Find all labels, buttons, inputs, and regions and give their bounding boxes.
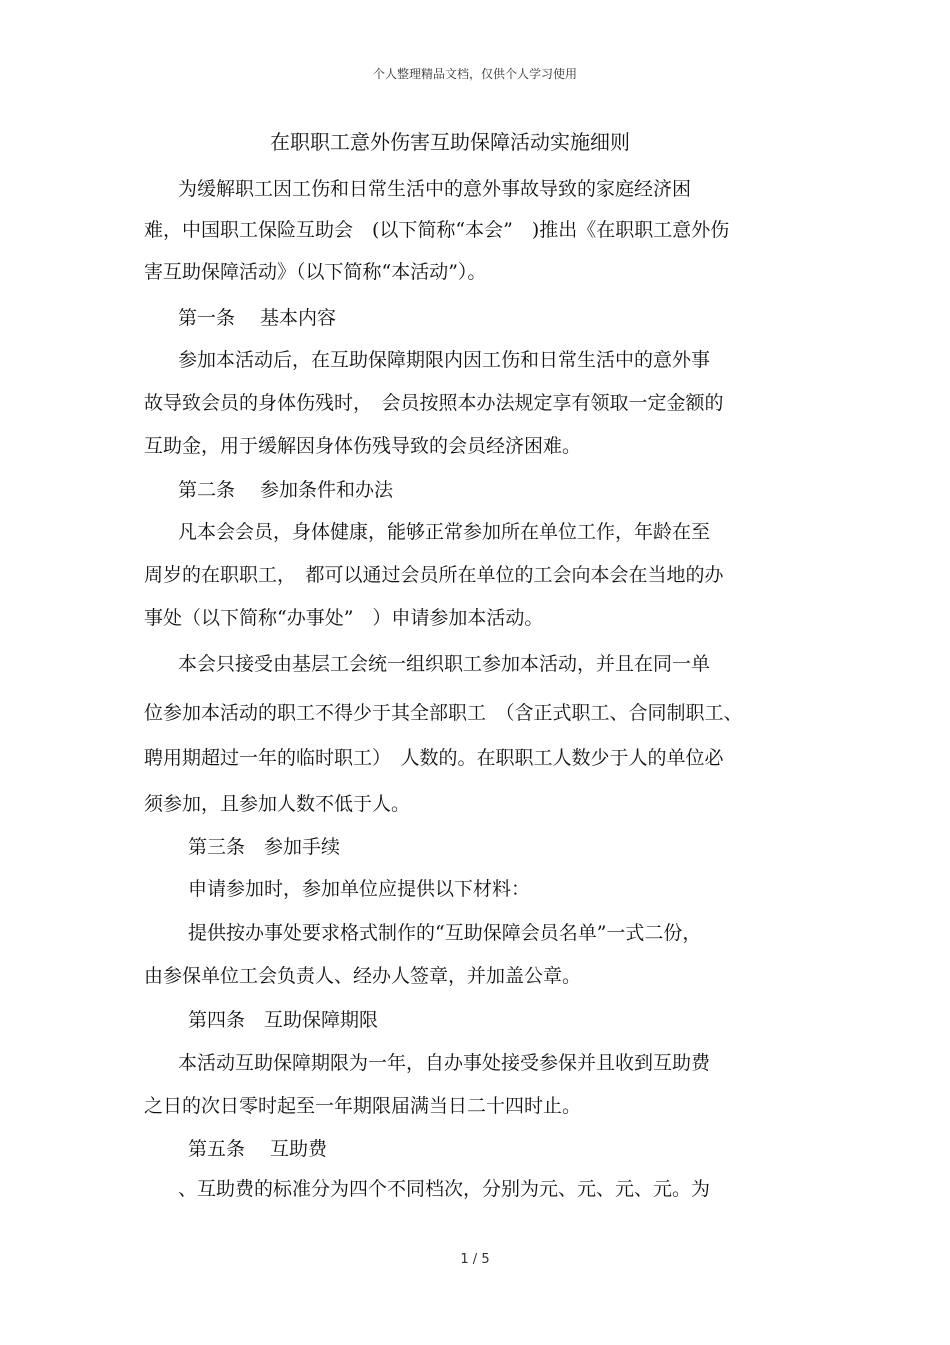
paragraph-line: 周岁的在职职工， 都可以通过会员所在单位的工会向本会在当地的办 xyxy=(144,564,724,586)
paragraph-line: 聘用期超过一年的临时职工） 人数的。在职职工人数少于人的单位必 xyxy=(144,747,724,769)
paragraph-line: 本活动互助保障期限为一年，自办事处接受参保并且收到互助费 xyxy=(178,1052,711,1074)
page-number: 1 / 5 xyxy=(460,1252,490,1267)
paragraph-line: 互助金，用于缓解因身体伤残导致的会员经济困难。 xyxy=(144,435,582,457)
paragraph-line: 为缓解职工因工伤和日常生活中的意外事故导致的家庭经济困 xyxy=(178,178,692,200)
article-heading-5: 第五条 互助费 xyxy=(188,1138,328,1160)
paragraph-line: 提供按办事处要求格式制作的“互助保障会员名单”一式二份， xyxy=(188,922,702,944)
paragraph-line: 凡本会会员，身体健康，能够正常参加所在单位工作，年龄在至 xyxy=(178,521,711,543)
paragraph-line: 参加本活动后，在互助保障期限内因工伤和日常生活中的意外事 xyxy=(178,349,711,371)
paragraph-line: 难，中国职工保险互助会 (以下简称“本会” )推出《在职职工意外伤 xyxy=(144,219,730,241)
paragraph-line: 须参加，且参加人数不低于人。 xyxy=(144,793,411,815)
paragraph-line: 申请参加时，参加单位应提供以下材料： xyxy=(188,878,531,900)
article-heading-2: 第二条 参加条件和办法 xyxy=(178,479,394,501)
paragraph-line: 本会只接受由基层工会统一组织职工参加本活动，并且在同一单 xyxy=(178,653,711,675)
paragraph-line: 之日的次日零时起至一年期限届满当日二十四时止。 xyxy=(144,1095,582,1117)
document-title: 在职职工意外伤害互助保障活动实施细则 xyxy=(270,130,630,154)
article-heading-3: 第三条 参加手续 xyxy=(188,836,341,858)
paragraph-line: 害互助保障活动》（以下简称“本活动”）。 xyxy=(144,261,487,283)
paragraph-line: 故导致会员的身体伤残时， 会员按照本办法规定享有领取一定金额的 xyxy=(144,392,724,414)
article-heading-1: 第一条 基本内容 xyxy=(178,307,337,329)
paragraph-line: 位参加本活动的职工不得少于其全部职工 （含正式职工、合同制职工、 xyxy=(144,702,743,724)
paragraph-line: 、互助费的标准分为四个不同档次，分别为元、元、元、元。为 xyxy=(178,1178,711,1200)
paragraph-line: 事处（以下简称“办事处” ）申请参加本活动。 xyxy=(144,607,544,629)
article-heading-4: 第四条 互助保障期限 xyxy=(188,1009,379,1031)
paragraph-line: 由参保单位工会负责人、经办人签章，并加盖公章。 xyxy=(144,965,582,987)
document-header: 个人整理精品文档，仅供个人学习使用 xyxy=(372,67,577,81)
